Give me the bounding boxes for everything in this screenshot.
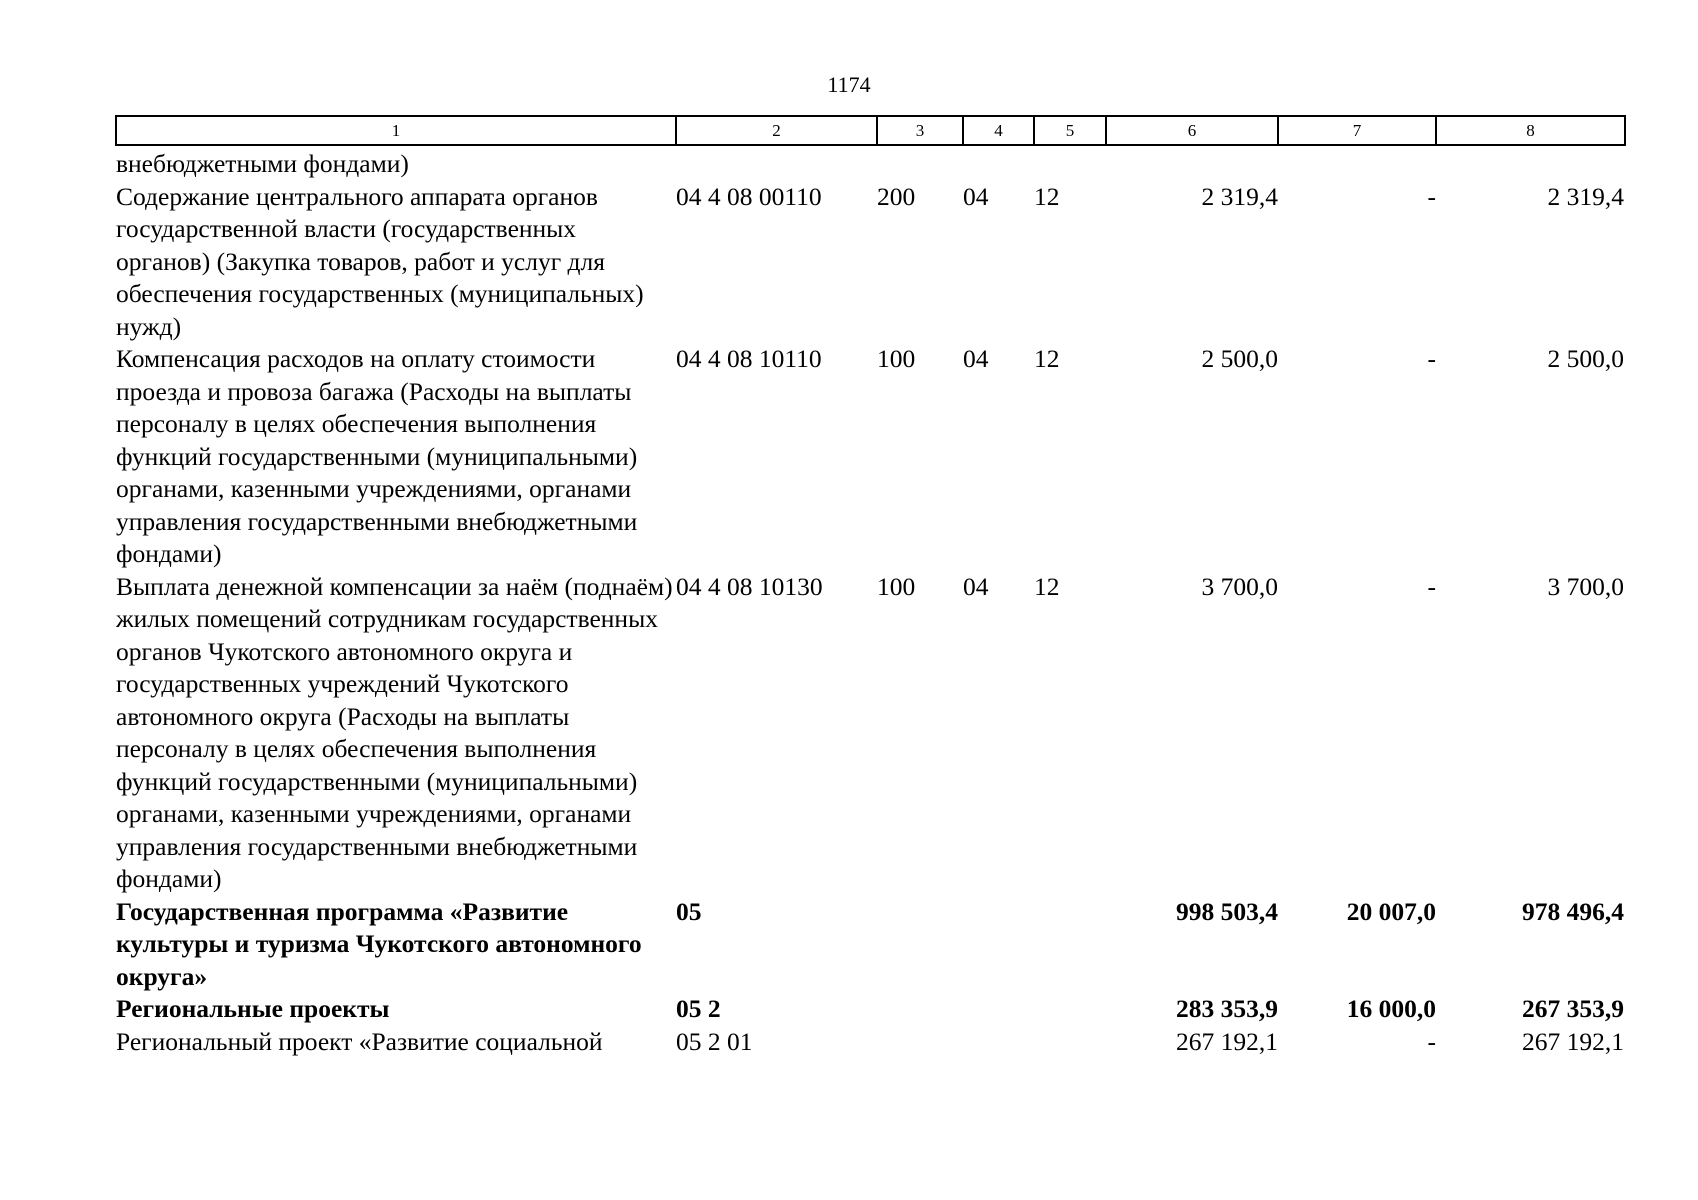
row-amount-col7: -: [1427, 571, 1436, 601]
row-name: Содержание центрального аппарата органов государственной власти (государственных органов) (Закупка товаров, работ и услуг для обеспечения государственных (муниципальных) нужд): [116, 181, 644, 341]
row-amount-col8: [1436, 145, 1625, 181]
row-section: [963, 1026, 1034, 1059]
row-subsection: [1034, 145, 1106, 181]
row-amount-col7: [1278, 145, 1436, 181]
header-col-6: 6: [1106, 116, 1278, 145]
row-subsection: [1034, 896, 1106, 994]
page-number: 1174: [827, 72, 871, 97]
row-amount-col8: 978 496,4: [1522, 896, 1624, 926]
row-expense-type: [877, 145, 963, 181]
row-code: 05 2: [676, 994, 721, 1023]
header-col-2: 2: [676, 116, 877, 145]
row-amount-col8: 267 353,9: [1522, 994, 1624, 1023]
row-expense-type: 100: [877, 344, 916, 373]
row-amount-col7: -: [1427, 181, 1436, 211]
row-name: Выплата денежной компенсации за наём (поднаём) жилых помещений сотрудникам государственных органов Чукотского автономного округа и государственных учреждений Чукотского автономного округа (Расходы на выплаты персоналу в целях обеспечения выполнения функций государственными (муниципальными) органами, казенными учреждениями, органами управления государственными внебюджетными фондами): [116, 571, 673, 893]
row-amount-total: [1106, 145, 1278, 181]
row-amount-col7: 20 007,0: [1346, 896, 1436, 926]
row-amount-total: 283 353,9: [1176, 994, 1278, 1023]
row-amount-col7: -: [1427, 1026, 1436, 1056]
row-code: 05 2 01: [676, 1026, 753, 1056]
header-row: [116, 116, 1625, 145]
row-code: 05: [676, 896, 702, 926]
header-col-8: 8: [1436, 116, 1625, 145]
table-row: [116, 181, 1625, 344]
row-name: Компенсация расходов на оплату стоимости проезда и провоза багажа (Расходы на выплаты персоналу в целях обеспечения выполнения функций государственными (муниципальными) органами, казенными учреждениями, органами управления государственными внебюджетными фондами): [116, 344, 638, 568]
table-row: [116, 896, 1625, 994]
row-section: 04: [963, 571, 989, 601]
header-col-5: 5: [1034, 116, 1106, 145]
row-subsection: 12: [1034, 571, 1060, 601]
row-amount-total: 2 319,4: [1201, 181, 1278, 211]
row-subsection: [1034, 1026, 1106, 1059]
row-expense-type: 200: [877, 181, 916, 211]
row-amount-col8: 267 192,1: [1522, 1026, 1624, 1056]
row-section: 04: [963, 344, 989, 373]
row-name: Региональный проект «Развитие социальной: [116, 1026, 603, 1056]
row-amount-col8: 2 319,4: [1547, 181, 1624, 211]
table-body: [116, 145, 1625, 1058]
row-section: [963, 993, 1034, 1026]
header-col-4: 4: [963, 116, 1034, 145]
header-col-1: 1: [116, 116, 676, 145]
row-subsection: 12: [1034, 181, 1060, 211]
row-amount-total: 2 500,0: [1201, 344, 1278, 373]
row-subsection: [1034, 993, 1106, 1026]
row-code: 04 4 08 00110: [676, 181, 822, 211]
table-row: [116, 1026, 1625, 1059]
row-amount-total: 3 700,0: [1201, 571, 1278, 601]
row-expense-type: 100: [877, 571, 916, 601]
row-subsection: 12: [1034, 344, 1060, 373]
row-amount-total: 267 192,1: [1176, 1026, 1278, 1056]
row-section: 04: [963, 181, 989, 211]
row-expense-type: [877, 896, 963, 994]
table-row: [116, 343, 1625, 571]
row-amount-total: 998 503,4: [1176, 896, 1278, 926]
table-header: [116, 116, 1625, 145]
budget-table: [115, 115, 1626, 1058]
table-row: [116, 571, 1625, 896]
row-code: 04 4 08 10110: [676, 344, 822, 373]
row-expense-type: [877, 1026, 963, 1059]
header-col-7: 7: [1278, 116, 1436, 145]
table-row: [116, 145, 1625, 181]
row-name: внебюджетными фондами): [116, 149, 409, 178]
row-expense-type: [877, 993, 963, 1026]
row-code: [676, 145, 877, 181]
table-row: [116, 993, 1625, 1026]
row-name: Государственная программа «Развитие культуры и туризма Чукотского автономного округа»: [116, 896, 642, 991]
row-section: [963, 896, 1034, 994]
row-amount-col7: -: [1427, 344, 1436, 373]
row-amount-col8: 2 500,0: [1547, 344, 1624, 373]
row-amount-col8: 3 700,0: [1547, 571, 1624, 601]
header-col-3: 3: [877, 116, 963, 145]
row-code: 04 4 08 10130: [676, 571, 823, 601]
row-name: Региональные проекты: [116, 994, 390, 1023]
row-section: [963, 145, 1034, 181]
row-amount-col7: 16 000,0: [1346, 994, 1436, 1023]
